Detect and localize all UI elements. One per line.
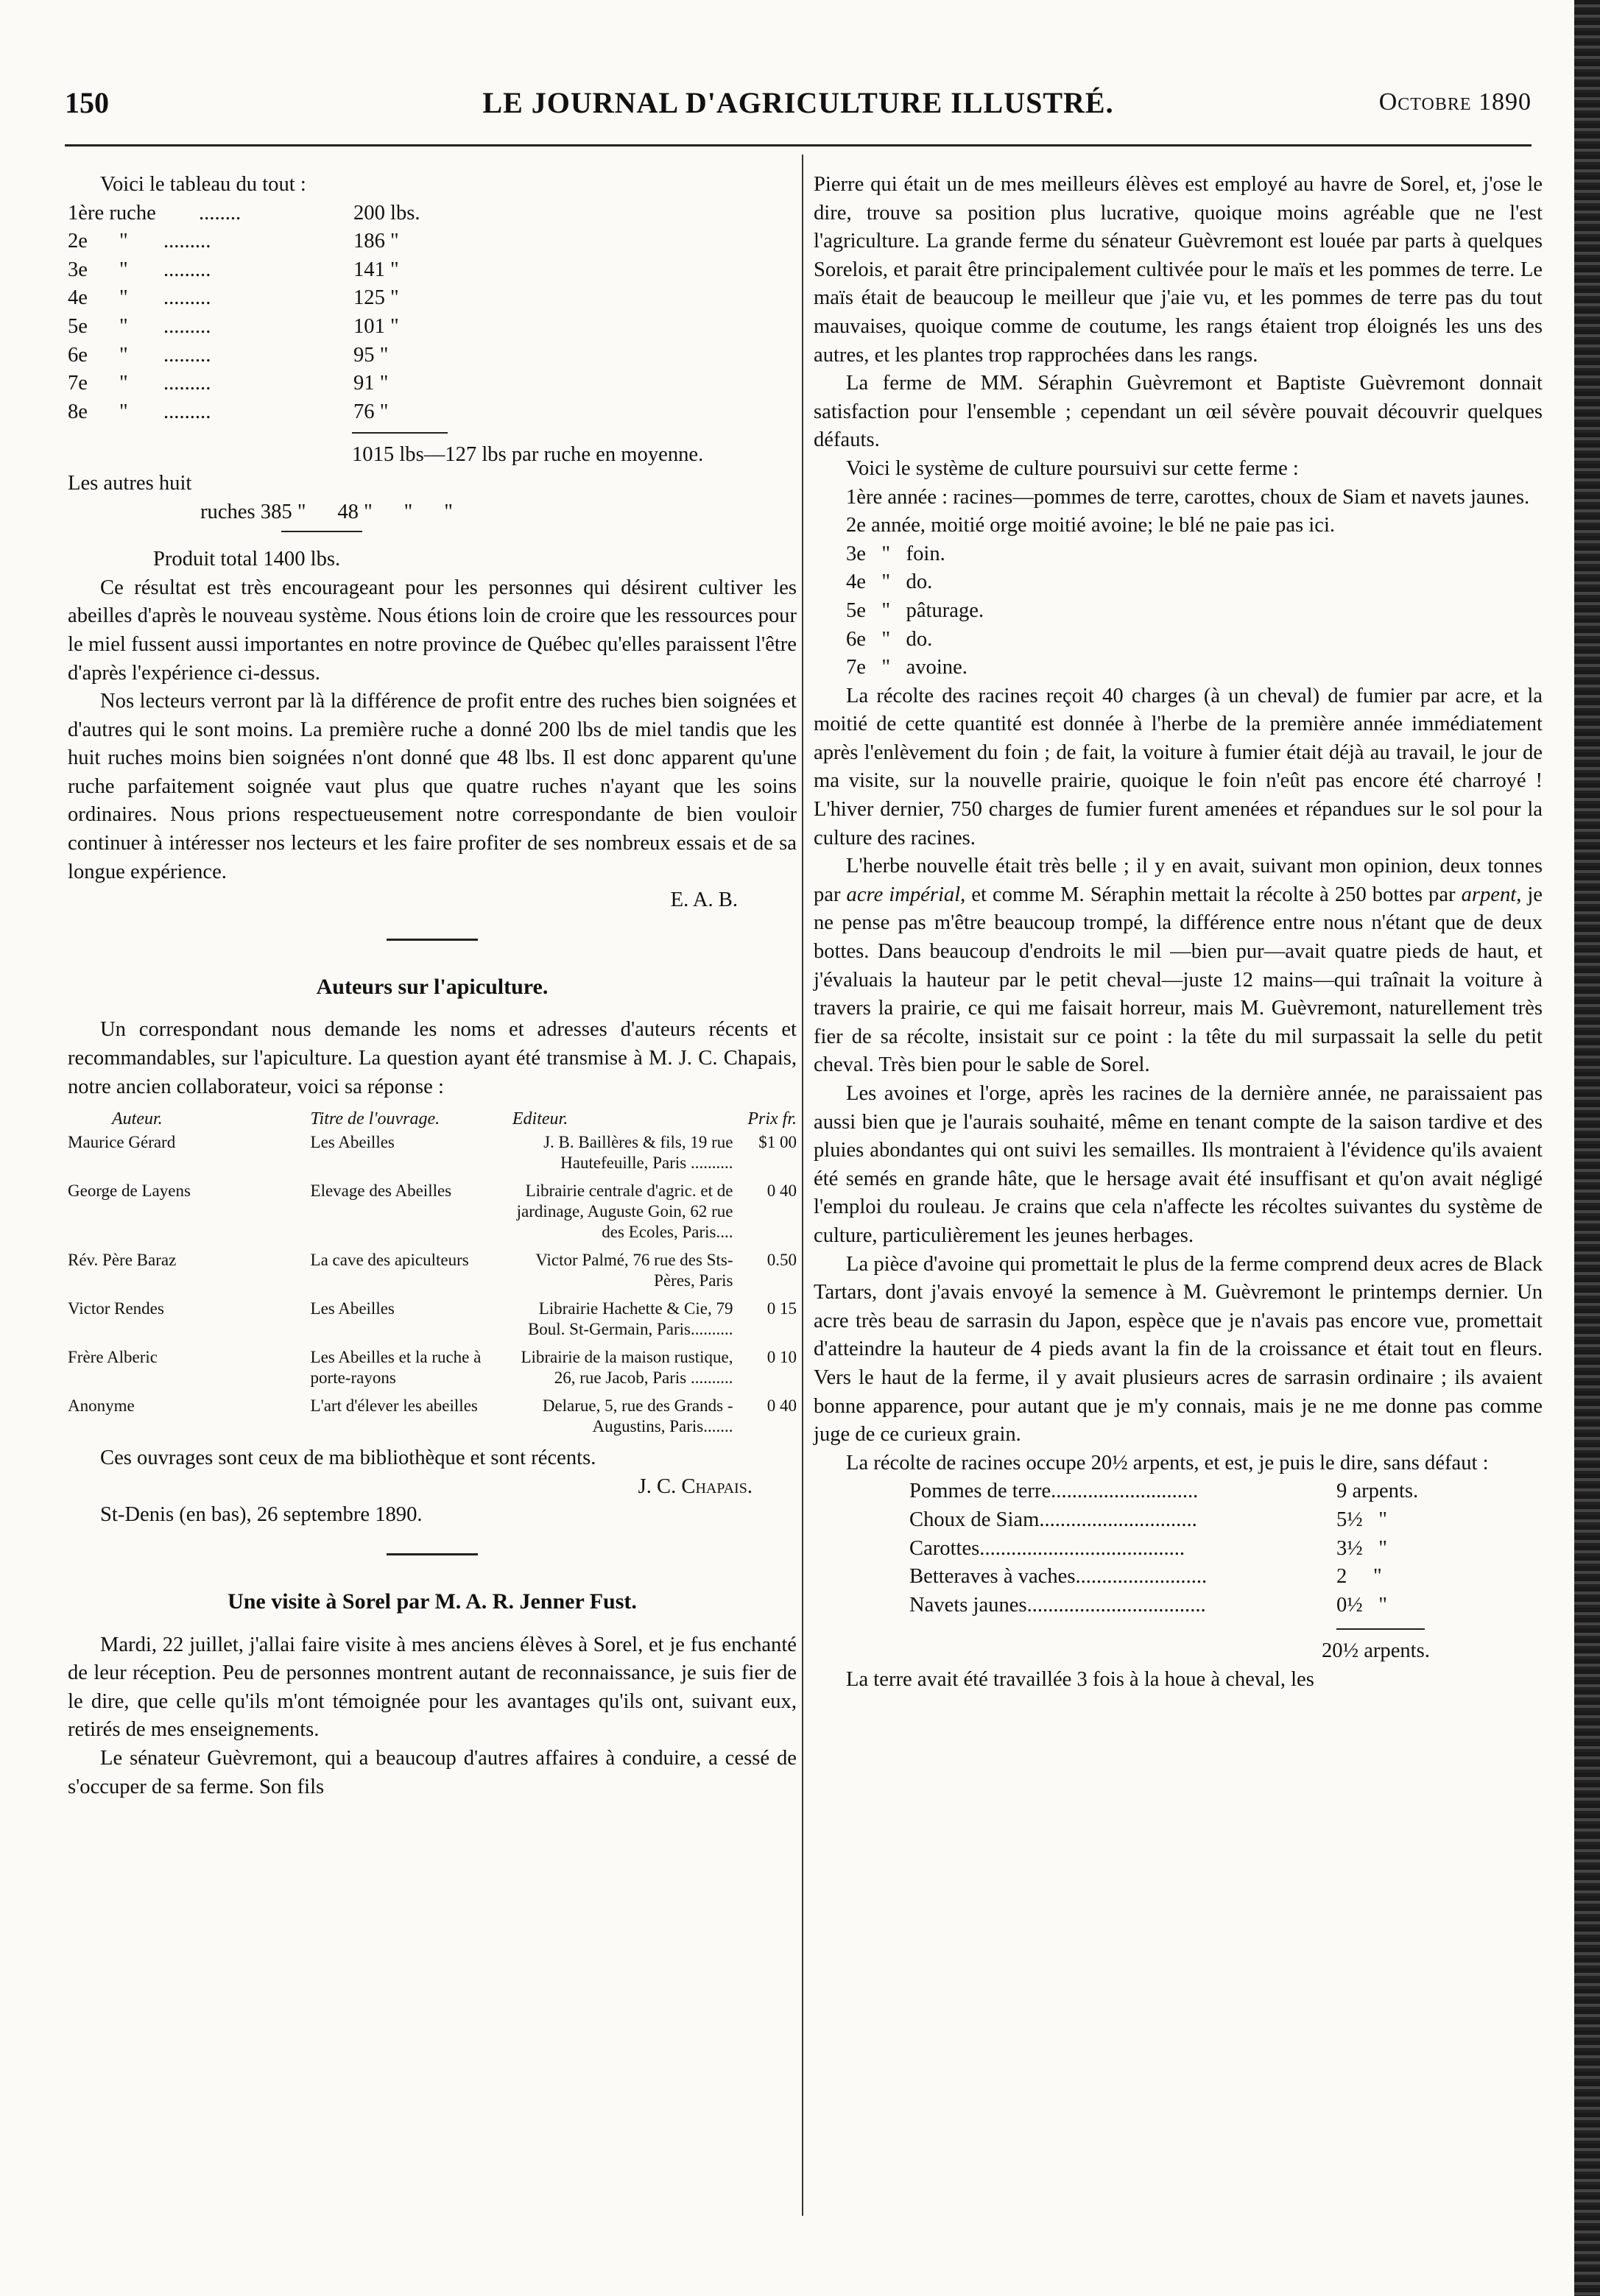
total-rule [281, 531, 362, 532]
left-column [68, 171, 797, 1801]
sum-line: 1015 lbs—127 lbs par ruche en moyenne. [352, 443, 704, 467]
table-row: George de Layens Elevage des Abeilles Librairie centrale d'agric. et de jardinage, Auguste Goin, 62 rue des Ecoles, Paris.... 0 40 [68, 1181, 797, 1242]
section-heading: Auteurs sur l'apiculture. [316, 974, 549, 999]
paragraph: Les avoines et l'orge, après les racines de la dernière année, ne paraissaient pas aussi bien que je l'aurais souhaité, même en tenant compte de la saison tardive et des pluies abondantes qui ont suivi les semailles. Ils montraient à l'évidence qu'ils avaient été semés en grande hâte, que le hersage avait été insuffisant et qu'on avait négligé l'emploi du rouleau. Je crains que cela n'affecte les récoltes suivantes du système de culture, particulièrement les jeunes herbages. [814, 1082, 1543, 1247]
col-header-title: Titre de l'ouvrage. [310, 1109, 440, 1129]
paragraph: Un correspondant nous demande les noms et adresses d'auteurs récents et recommandables, sur l'apiculture. La question ayant été transmise à M. J. C. Chapais, notre ancien collaborateur, voici sa réponse : [68, 1018, 797, 1098]
hive-row: 1ère ruche ........ 200 lbs. [68, 201, 420, 225]
crop-row: Choux de Siam.............................. 5½ " [909, 1508, 1387, 1531]
issue-date: Octobre 1890 [1378, 88, 1532, 116]
table-row: Maurice Gérard Les Abeilles J. B. Baillères & fils, 19 rue Hautefeuille, Paris .......... $1 00 [68, 1133, 797, 1173]
paragraph: La ferme de MM. Séraphin Guèvremont et Baptiste Guèvremont donnait satisfaction pour l'ensemble ; cependant un œil sévère pouvait découvrir quelques défauts. [814, 372, 1543, 452]
journal-title: LE JOURNAL D'AGRICULTURE ILLUSTRÉ. [482, 86, 1114, 119]
scan-edge [1574, 0, 1600, 2296]
hive-row: 2e " ......... 186 " [68, 230, 399, 253]
tableau-intro: Voici le tableau du tout : [100, 173, 306, 196]
section-heading: Une visite à Sorel par M. A. R. Jenner Fust. [228, 1589, 637, 1614]
paragraph: La récolte des racines reçoit 40 charges (à un cheval) de fumier par acre, et la moitié de cette quantité est donnée à l'herbe de la première année immédiatement après l'enlèvement du foin ; de fait, la voiture à fumier était déjà au travail, le jour de ma visite, sur la nouvelle prairie, quoique le foin n'eût pas encore été charroyé ! L'hiver dernier, 750 charges de fumier furent amenées et répandues sur le sol pour la culture des racines. [814, 684, 1543, 849]
hive-row: 3e " ......... 141 " [68, 258, 399, 281]
crops-total: 20½ arpents. [1322, 1639, 1430, 1663]
list-item: 5e " pâturage. [846, 598, 984, 622]
paragraph: La récolte de racines occupe 20½ arpents, et est, je puis le dire, sans défaut : [846, 1451, 1489, 1474]
table-row: Rév. Père Baraz La cave des apiculteurs Victor Palmé, 76 rue des Sts-Pères, Paris 0.50 [68, 1251, 797, 1290]
signature: J. C. Chapais. [638, 1474, 753, 1498]
others-label: Les autres huit [68, 471, 192, 495]
paragraph: Ce résultat est très encourageant pour les personnes qui désirent cultiver les abeilles d'après le nouveau système. Nous étions loin de croire que les ressources pour le miel fussent aussi importantes en notre province de Québec qu'elles paraissent l'être d'après l'expérience ci-dessus. [68, 576, 797, 685]
header-rule [65, 144, 1532, 146]
list-item: 6e " do. [846, 627, 933, 651]
books-table [68, 1109, 797, 1444]
signature: E. A. B. [670, 889, 738, 912]
paragraph: La pièce d'avoine qui promettait le plus de la ferme comprend deux acres de Black Tartars, dont j'avais envoyé la semence à M. Guèvremont le printemps dernier. Un acre très beau de sarrasin du Japon, espèce que je n'avais pas encore vue, promettait d'atteindre la hauteur de 4 pieds avant la fin de la croissance et était tout en fleurs. Vers le haut de la ferme, il y avait plusieurs acres de sarrasin ordinaire ; ils avaient bonne apparence, pour autant que je m'y connais, mais je ne me donne pas comme juge de ce curieux grain. [814, 1252, 1543, 1447]
list-item: 1ère année : racines—pommes de terre, carottes, choux de Siam et navets jaunes. [846, 485, 1530, 509]
section-rule [387, 1553, 478, 1555]
hive-row: 8e " ......... 76 " [68, 400, 389, 423]
list-item: 4e " do. [846, 571, 933, 594]
paragraph: Mardi, 22 juillet, j'allai faire visite à mes anciens élèves à Sorel, et je fus enchanté de leur réception. Peu de personnes montrent autant de reconnaissance, je suis fier de le dire, que celle qu'ils m'ont témoignée pour les avantages qu'ils ont, suivant eux, retirés de mes enseignements. [68, 1633, 797, 1742]
crop-row: Betteraves à vaches......................... 2 " [909, 1565, 1382, 1589]
place-date: St-Denis (en bas), 26 septembre 1890. [100, 1503, 423, 1527]
col-header-publisher: Editeur. [512, 1109, 568, 1129]
paragraph: Nos lecteurs verront par là la différence de profit entre des ruches bien soignées et d'autres qui le sont moins. La première ruche a donné 200 lbs de miel tandis que les huit ruches moins bien soignées n'ont donné que 48 lbs. Il est donc apparent qu'une ruche parfaitement soignée vaut plus que quatre ruches n'ayant que les soins ordinaires. Nous prions respectueusement notre correspondante de bien vouloir continuer à intéresser nos lecteurs et les faire profiter de ses nombreux essais et de sa longue expérience. [68, 690, 797, 883]
crop-row: Navets jaunes.................................. 0½ " [909, 1593, 1387, 1617]
crop-row: Pommes de terre............................ 9 arpents. [909, 1480, 1419, 1503]
page-number: 150 [65, 86, 109, 119]
crop-table [814, 1477, 1543, 1619]
col-header-author: Auteur. [112, 1109, 163, 1129]
others-line: ruches 385 " 48 " " " [200, 500, 453, 523]
paragraph: Voici le système de culture poursuivi sur cette ferme : [846, 456, 1299, 480]
right-column [814, 171, 1543, 1694]
page-header [65, 80, 1532, 131]
table-row: Victor Rendes Les Abeilles Librairie Hachette & Cie, 79 Boul. St-Germain, Paris.......... 0 15 [68, 1299, 797, 1339]
section-rule [387, 939, 478, 941]
total-line: Produit total 1400 lbs. [153, 548, 341, 571]
hive-row: 4e " ......... 125 " [68, 286, 399, 310]
hive-row: 6e " ......... 95 " [68, 343, 389, 367]
column-divider [802, 155, 803, 2216]
hive-row: 5e " ......... 101 " [68, 314, 399, 338]
paragraph: Le sénateur Guèvremont, qui a beaucoup d'autres affaires à conduire, a cessé de s'occuper de sa ferme. Son fils [68, 1746, 797, 1798]
rotation-list [814, 484, 1543, 682]
paragraph: Ces ouvrages sont ceux de ma bibliothèque et sont récents. [100, 1447, 596, 1470]
paragraph: L'herbe nouvelle était très belle ; il y en avait, suivant mon opinion, deux tonnes par acre impérial, et comme M. Séraphin mettait la récolte à 250 bottes par arpent, je ne pense pas m'être beaucoup trompé, la différence entre nous n'étant que de deux bottes. Dans beaucoup d'endroits le mil —bien pur—avait quatre pieds de haut, et j'évaluais la hauteur par le petit cheval—juste 12 mains—qui traînait la voiture à travers la prairie, ce qui me faisait horreur, mais M. Guèvremont, naturellement très fier de sa récolte, insistait sur ce point : la tête du mil surpassait la selle du petit cheval. Très bien pour le sable de Sorel. [814, 855, 1543, 1077]
paragraph: Pierre qui était un de mes meilleurs élèves est employé au havre de Sorel, et, j'ose le dire, trouve sa position plus lucrative, quoique moins agréable que ne l'est l'agriculture. La grande ferme du sénateur Guèvremont est louée par parts à quelques Sorelois, et parait être principalement cultivée pour le maïs et les pommes de terre. Le maïs était de beaucoup le meilleur que j'aie vu, et les pommes de terre pas du tout mauvaises, quoique comme de coutume, les rangs étaient trop éloignés les uns des autres, et les plantes trop rapprochées dans les rangs. [814, 173, 1543, 367]
crop-row: Carottes....................................... 3½ " [909, 1536, 1387, 1560]
list-item: 3e " foin. [846, 542, 945, 565]
crops-rule [1336, 1628, 1425, 1630]
paragraph: La terre avait été travaillée 3 fois à la houe à cheval, les [846, 1667, 1314, 1691]
col-header-price: Prix fr. [747, 1109, 797, 1129]
hive-table [68, 199, 797, 427]
sum-rule [352, 432, 448, 434]
list-item: 2e année, moitié orge moitié avoine; le blé ne paie pas ici. [846, 514, 1336, 537]
hive-row: 7e " ......... 91 " [68, 372, 389, 395]
table-row: Anonyme L'art d'élever les abeilles Delarue, 5, rue des Grands - Augustins, Paris....... 0 40 [68, 1396, 797, 1436]
table-row: Frère Alberic Les Abeilles et la ruche à porte-rayons Librairie de la maison rustique, 26, rue Jacob, Paris .......... 0 10 [68, 1348, 797, 1388]
list-item: 7e " avoine. [846, 656, 968, 679]
